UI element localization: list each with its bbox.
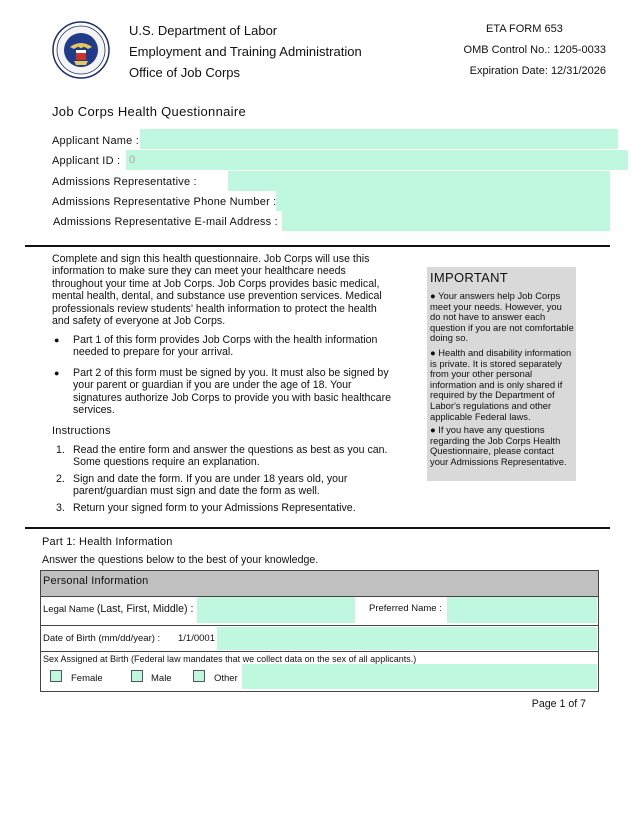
office-name: Office of Job Corps: [129, 65, 241, 80]
page-number: Page 1 of 7: [531, 698, 586, 710]
sex-label: Sex Assigned at Birth (Federal law mandates that we collect data on the sex of all applicants.): [43, 654, 417, 664]
preferred-name-label: Preferred Name :: [369, 603, 442, 614]
male-checkbox[interactable]: [131, 670, 143, 682]
form-number: ETA FORM 653: [486, 23, 563, 35]
preferred-name-input[interactable]: [447, 597, 597, 623]
admissions-rep-phone-label: Admissions Representative Phone Number :: [52, 196, 277, 208]
legal-name-input[interactable]: [197, 597, 355, 623]
admissions-rep-email-label: Admissions Representative E-mail Address :: [53, 216, 278, 228]
male-label: Male: [151, 673, 172, 684]
instruction-text: Sign and date the form. If you are under 18 years old, your parent/guardian must sign and date the form as well.: [73, 472, 348, 498]
expiration-date: Expiration Date: 12/31/2026: [469, 65, 606, 77]
instruction-item: [52, 502, 397, 514]
dol-seal: [52, 21, 110, 79]
admissions-rep-email-input[interactable]: [282, 211, 610, 231]
administration-name: Employment and Training Administration: [129, 44, 362, 59]
applicant-name-label: Applicant Name :: [52, 135, 139, 147]
legal-name-label-main: Legal Name: [43, 604, 97, 615]
form-title: Job Corps Health Questionnaire: [52, 104, 246, 119]
legal-name-label: [43, 603, 193, 615]
admissions-rep-label: Admissions Representative :: [52, 176, 197, 188]
instructions-list: [52, 444, 397, 518]
instruction-number: 2.: [56, 472, 65, 485]
instruction-item: [52, 473, 397, 498]
legal-name-row: [41, 596, 598, 626]
part1-subheading: Answer the questions below to the best of your knowledge.: [42, 554, 319, 566]
instruction-number: 3.: [56, 501, 65, 514]
important-title: IMPORTANT: [430, 270, 509, 285]
intro-paragraph: Complete and sign this health questionnaire. Job Corps will use this information to make sure they can meet your healthcare needs throughout your time at Job Corps. Job Corps provides basic medical, mental health, dental, and substance use prevention services. Medical professionals review students' health information to protect the health and safety of everyone at Job Corps.: [52, 253, 382, 328]
admissions-rep-phone-input[interactable]: [276, 191, 610, 211]
dob-value: 1/1/0001: [178, 633, 215, 644]
important-item: ● Your answers help Job Corps meet your needs. However, you do not have to answer each question if you are not comfortable doing so.: [430, 290, 574, 344]
omb-control-number: OMB Control No.: 1205-0033: [463, 44, 606, 56]
instruction-number: 1.: [56, 444, 65, 456]
important-item: ● If you have any questions regarding the Job Corps Health Questionnaire, please contact your Admissions Representative.: [430, 424, 567, 467]
personal-information-header: [41, 571, 598, 597]
intro-bullet: ● Part 1 of this form provides Job Corps with the health information needed to prepare for your arrival.: [52, 334, 392, 359]
dob-row: [41, 626, 598, 652]
personal-information-table: [40, 570, 599, 692]
important-item: ● Health and disability information is private. It is stored separately from your other personal information and is only shared if required by the Department of Labor's regulations and other applicable Federal laws.: [430, 347, 572, 422]
intro-bullet: ● Part 2 of this form must be signed by you. It must also be signed by your parent or guardian if you are under the age of 18. Your signatures authorize Job Corps to provide you with basic healthcare services.: [52, 367, 392, 417]
other-checkbox[interactable]: [193, 670, 205, 682]
intro-bullets: [52, 334, 392, 424]
section-divider-middle: [25, 527, 610, 529]
dob-input[interactable]: [217, 627, 597, 650]
instructions-heading: Instructions: [52, 425, 111, 437]
legal-name-label-format: (Last, First, Middle) :: [96, 603, 194, 615]
instruction-item: [52, 444, 397, 469]
applicant-name-input[interactable]: [140, 129, 618, 149]
dol-seal-icon: [52, 21, 110, 79]
applicant-id-label: Applicant ID :: [52, 155, 121, 167]
section-divider-top: [25, 245, 610, 247]
important-box: [427, 267, 576, 481]
department-name: U.S. Department of Labor: [129, 23, 278, 38]
admissions-rep-input[interactable]: [228, 171, 610, 191]
dob-label: Date of Birth (mm/dd/year) :: [43, 633, 161, 644]
female-checkbox[interactable]: [50, 670, 62, 682]
applicant-id-input[interactable]: [126, 150, 628, 170]
part1-heading: Part 1: Health Information: [42, 536, 173, 548]
sex-row: [41, 652, 598, 691]
instruction-text: Read the entire form and answer the questions as best as you can. Some questions require an explanation.: [73, 444, 388, 469]
personal-information-title: Personal Information: [43, 575, 149, 587]
other-label: Other: [214, 673, 238, 684]
applicant-id-value: 0: [129, 154, 136, 166]
female-label: Female: [71, 673, 103, 684]
other-specify-input[interactable]: [242, 664, 597, 689]
instruction-text: Return your signed form to your Admissions Representative.: [73, 501, 356, 514]
